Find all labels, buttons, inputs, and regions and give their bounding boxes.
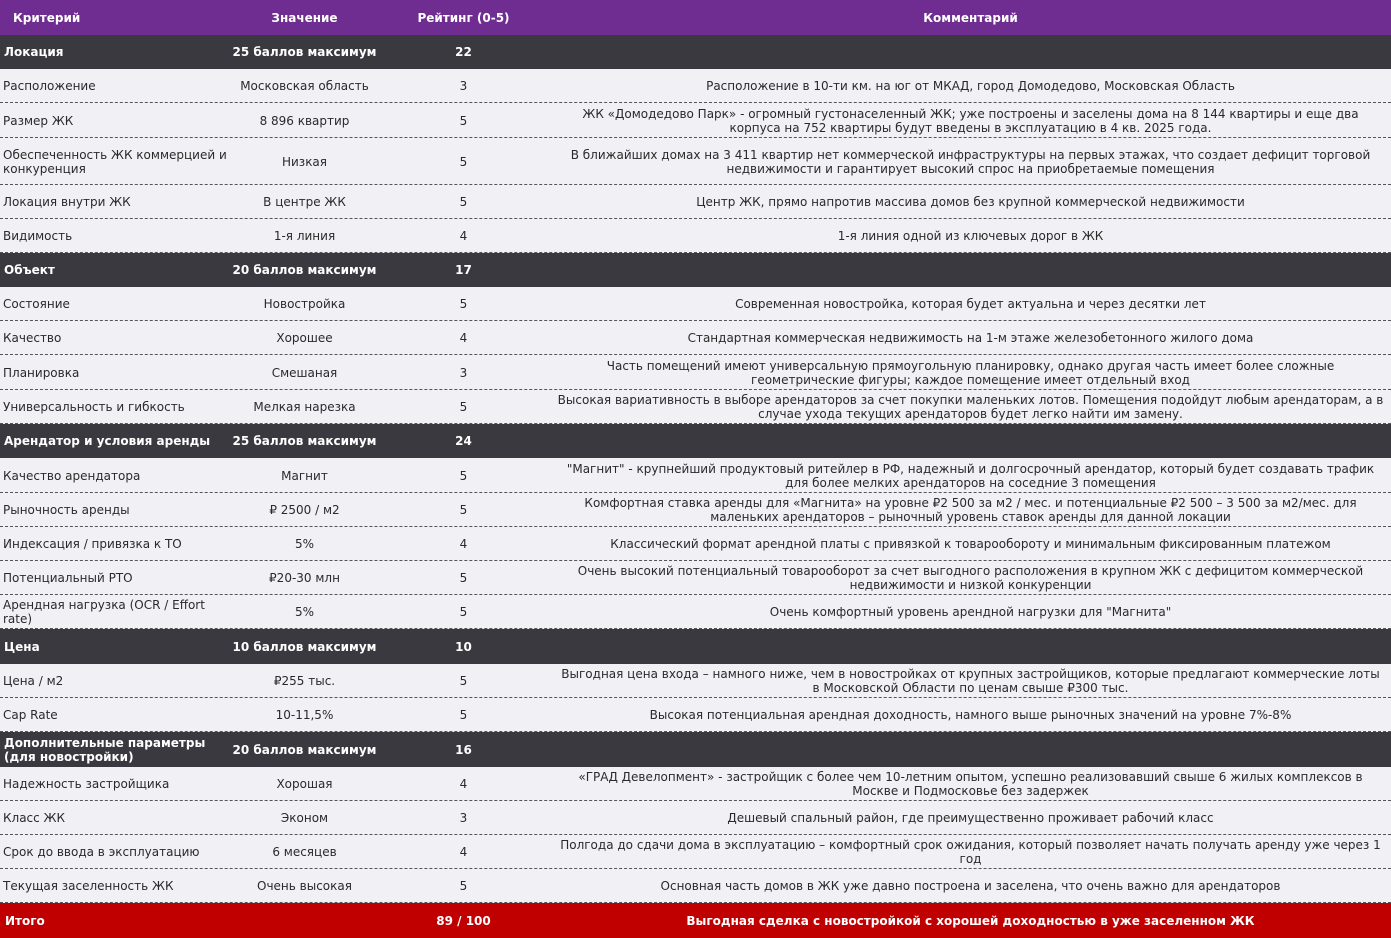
- criterion-comment: «ГРАД Девелопмент» - застройщик с более чем 10-летним опытом, успешно реализовавший свыше 6 жилых комплексов в Москве и Подмосковье без задержек: [578, 770, 1363, 798]
- total-spacer: [232, 903, 377, 938]
- criterion-rating: 5: [459, 503, 468, 517]
- criterion-name: Индексация / привязка к ТО: [3, 537, 182, 551]
- section-row: [0, 732, 1391, 767]
- criterion-name: Качество: [3, 331, 62, 345]
- criterion-value: Московская область: [240, 79, 369, 93]
- criterion-rating: 5: [459, 468, 468, 483]
- header-criterion: Критерий: [13, 10, 81, 25]
- criterion-comment: Современная новостройка, которая будет актуальна и через десятки лет: [735, 297, 1206, 311]
- section-max: 25 баллов максимум: [232, 45, 377, 59]
- section-row: [0, 253, 1391, 287]
- table-header: [0, 0, 1391, 35]
- criterion-name: Текущая заселенность ЖК: [3, 879, 174, 893]
- section-score: 24: [455, 434, 472, 448]
- criterion-value: 5%: [294, 537, 315, 551]
- section-comment: [550, 35, 1391, 69]
- total-score: 89 / 100: [436, 913, 491, 928]
- table-row: [0, 698, 1391, 732]
- table-row: [0, 219, 1391, 253]
- criterion-comment: Очень комфортный уровень арендной нагрузки для "Магнита": [769, 605, 1172, 619]
- criterion-name: Класс ЖК: [3, 811, 65, 825]
- criterion-comment: Выгодная цена входа – намного ниже, чем в новостройках от крупных застройщиков, которые предлагают коммерческие лоты в Московской Области по ценам свыше ₽300 тыс.: [561, 667, 1380, 695]
- criterion-value: В центре ЖК: [263, 195, 346, 209]
- criterion-value: Очень высокая: [257, 879, 352, 893]
- criterion-name: Срок до ввода в эксплуатацию: [3, 845, 200, 859]
- criterion-comment: Классический формат арендной платы с привязкой к товарообороту и минимальным фиксированным платежом: [610, 537, 1331, 551]
- section-score: 10: [455, 639, 472, 654]
- section-row: [0, 629, 1391, 664]
- criterion-name: Рыночность аренды: [3, 503, 130, 517]
- section-score: 17: [455, 263, 472, 277]
- criterion-rating: 5: [459, 154, 468, 169]
- criterion-value: Хорошая: [276, 777, 333, 791]
- total-label: Итого: [5, 913, 45, 928]
- criterion-value: Магнит: [281, 468, 328, 483]
- criterion-name: Планировка: [3, 365, 80, 380]
- table-row: [0, 321, 1391, 355]
- criterion-name: Обеспеченность ЖК коммерцией и конкуренция: [3, 147, 227, 176]
- table-row: [0, 185, 1391, 219]
- table-row: [0, 138, 1391, 185]
- section-score: 16: [455, 742, 472, 757]
- table-row: [0, 69, 1391, 103]
- criterion-value: 8 896 квартир: [259, 113, 350, 128]
- criterion-value: 6 месяцев: [272, 845, 337, 859]
- section-max: 10 баллов максимум: [232, 639, 377, 654]
- table-row: [0, 801, 1391, 835]
- table-row: [0, 493, 1391, 527]
- criterion-comment: Очень высокий потенциальный товарооборот за счет выгодного расположения в крупном ЖК с дефицитом коммерческой недвижимости и низкой конкуренции: [577, 564, 1364, 592]
- criterion-name: Локация внутри ЖК: [3, 195, 131, 209]
- table-row: [0, 767, 1391, 801]
- table-row: [0, 458, 1391, 493]
- section-comment: [550, 629, 1391, 664]
- header-rating: Рейтинг (0-5): [417, 10, 510, 25]
- criterion-name: Расположение: [3, 79, 96, 93]
- criterion-rating: 5: [459, 400, 468, 414]
- header-comment: Комментарий: [923, 10, 1018, 25]
- criterion-value: ₽20-30 млн: [269, 571, 340, 585]
- table-row: [0, 835, 1391, 869]
- criterion-rating: 5: [459, 674, 468, 688]
- criterion-rating: 4: [459, 331, 468, 345]
- section-comment: [550, 253, 1391, 287]
- criterion-value: Смешаная: [271, 365, 338, 380]
- criterion-name: Цена / м2: [3, 674, 64, 688]
- table-row: [0, 287, 1391, 321]
- criterion-comment: Часть помещений имеют универсальную прямоугольную планировку, однако другая часть имеет более сложные геометрические фигуры; каждое помещение имеет отдельный вход: [606, 358, 1335, 387]
- section-title: Дополнительные параметры (для новостройки): [4, 735, 206, 764]
- criterion-value: ₽255 тыс.: [273, 674, 336, 688]
- criterion-rating: 5: [459, 571, 468, 585]
- criterion-name: Арендная нагрузка (OCR / Effort rate): [3, 598, 205, 626]
- criterion-name: Размер ЖК: [3, 113, 74, 128]
- criterion-comment: В ближайших домах на 3 411 квартир нет коммерческой инфраструктуры на первых этажах, что создает дефицит торговой недвижимости и гарантирует высокий спрос на приобретаемые помещения: [570, 147, 1371, 176]
- section-max: 25 баллов максимум: [232, 434, 377, 448]
- criterion-value: 1-я линия: [273, 229, 336, 243]
- criterion-comment: Основная часть домов в ЖК уже давно построена и заселена, что очень важно для арендаторов: [660, 879, 1281, 893]
- criterion-name: Качество арендатора: [3, 468, 141, 483]
- criterion-rating: 4: [459, 229, 468, 243]
- section-title: Арендатор и условия аренды: [4, 434, 211, 448]
- section-score: 22: [455, 45, 472, 59]
- criterion-comment: Комфортная ставка аренды для «Магнита» на уровне ₽2 500 за м2 / мес. и потенциальные ₽2 500 – 3 500 за м2/мес. для маленьких арендаторов – рыночный уровень ставок аренды для данной локации: [584, 496, 1357, 524]
- criterion-rating: 4: [459, 845, 468, 859]
- criterion-comment: Центр ЖК, прямо напротив массива домов без крупной коммерческой недвижимости: [696, 195, 1245, 209]
- criterion-comment: Расположение в 10-ти км. на юг от МКАД, город Домодедово, Московская Область: [706, 79, 1235, 93]
- section-comment: [550, 424, 1391, 458]
- criterion-name: Универсальность и гибкость: [3, 400, 185, 414]
- criterion-value: 10-11,5%: [275, 708, 334, 722]
- section-max: 20 баллов максимум: [232, 742, 377, 757]
- criterion-comment: Полгода до сдачи дома в эксплуатацию – комфортный срок ожидания, который позволяет начать получать аренду уже через 1 год: [560, 838, 1381, 866]
- criterion-value: Низкая: [281, 154, 328, 169]
- section-row: [0, 35, 1391, 69]
- criterion-name: Cap Rate: [3, 708, 58, 722]
- criterion-rating: 5: [459, 708, 468, 722]
- criterion-value: ₽ 2500 / м2: [269, 503, 340, 517]
- criterion-rating: 4: [459, 537, 468, 551]
- total-row: [0, 903, 1391, 938]
- section-row: [0, 424, 1391, 458]
- section-comment: [550, 732, 1391, 767]
- table-row: [0, 561, 1391, 595]
- criterion-name: Потенциальный РТО: [3, 571, 133, 585]
- criterion-rating: 5: [459, 113, 468, 128]
- criterion-comment: "Магнит" - крупнейший продуктовый ритейлер в РФ, надежный и долгосрочный арендатор, который будет создавать трафик для более мелких арендаторов на соседние 3 помещения: [566, 461, 1375, 490]
- total-comment: Выгодная сделка с новостройкой с хорошей доходностью в уже заселенном ЖК: [686, 913, 1255, 928]
- criterion-value: Хорошее: [276, 331, 333, 345]
- criterion-value: Новостройка: [263, 297, 346, 311]
- table-row: [0, 390, 1391, 424]
- table-row: [0, 595, 1391, 629]
- criterion-rating: 3: [459, 365, 468, 380]
- criterion-comment: Высокая вариативность в выборе арендаторов за счет покупки маленьких лотов. Помещения подойдут любым арендаторам, а в случае ухода текущих арендаторов будет легко найти им замену.: [557, 393, 1384, 421]
- criterion-rating: 5: [459, 195, 468, 209]
- criterion-rating: 5: [459, 879, 468, 893]
- table-row: [0, 355, 1391, 390]
- criterion-value: 5%: [294, 605, 315, 619]
- criterion-rating: 5: [459, 605, 468, 619]
- criterion-comment: Стандартная коммерческая недвижимость на 1-м этаже железобетонного жилого дома: [687, 331, 1254, 345]
- section-title: Локация: [4, 45, 64, 59]
- criterion-rating: 4: [459, 777, 468, 791]
- criterion-value: Эконом: [280, 811, 329, 825]
- section-max: 20 баллов максимум: [232, 263, 377, 277]
- criterion-value: Мелкая нарезка: [253, 400, 356, 414]
- header-value: Значение: [271, 10, 338, 25]
- criterion-comment: Высокая потенциальная арендная доходность, намного выше рыночных значений на уровне 7%-8%: [649, 708, 1292, 722]
- table-row: [0, 527, 1391, 561]
- criterion-comment: Дешевый спальный район, где преимущественно проживает рабочий класс: [727, 811, 1214, 825]
- table-row: [0, 869, 1391, 903]
- section-title: Цена: [4, 639, 40, 654]
- criterion-rating: 3: [459, 79, 468, 93]
- criterion-rating: 5: [459, 297, 468, 311]
- criterion-comment: ЖК «Домодедово Парк» - огромный густонаселенный ЖК; уже построены и заселены дома на 8 144 квартиры и еще два корпуса на 752 квартиры будут введены в эксплуатацию в 4 кв. 2025 года.: [582, 106, 1359, 135]
- criterion-name: Надежность застройщика: [3, 777, 170, 791]
- criterion-name: Состояние: [3, 297, 70, 311]
- criterion-comment: 1-я линия одной из ключевых дорог в ЖК: [837, 229, 1104, 243]
- table-row: [0, 664, 1391, 698]
- criterion-rating: 3: [459, 811, 468, 825]
- section-title: Объект: [4, 263, 55, 277]
- criterion-name: Видимость: [3, 229, 73, 243]
- table-row: [0, 103, 1391, 138]
